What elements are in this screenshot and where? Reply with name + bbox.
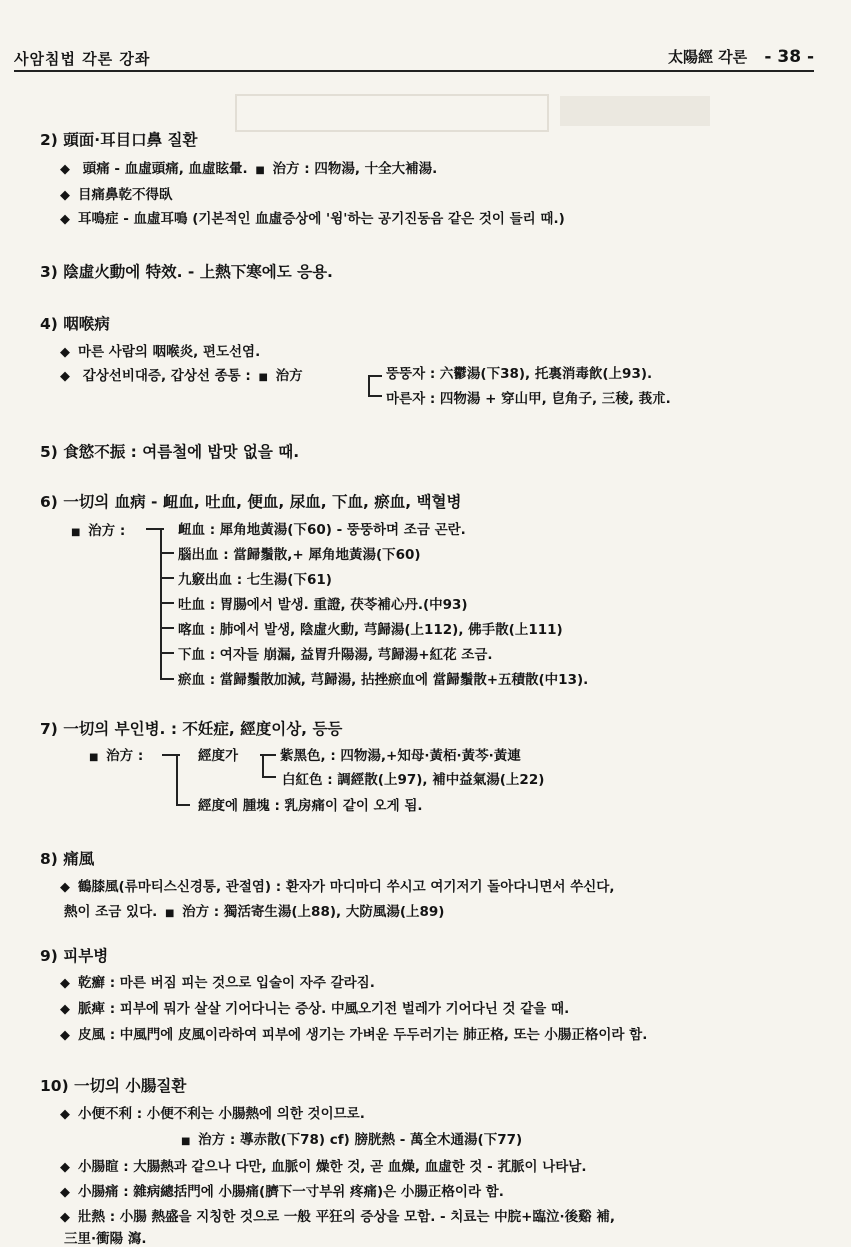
treatment-row: 下血 : 여자들 崩漏, 益胃升陽湯, 芎歸湯+紅花 조금. [178, 647, 493, 663]
bleed-through-box [560, 96, 710, 126]
section-7-heading: 7) 一切의 부인병. : 不妊症, 經度이상, 등등 [40, 720, 343, 738]
treatment-label [68, 519, 125, 539]
list-item: ◆ 乾癬 : 마른 버짐 피는 것으로 입술이 자주 갈라짐. [60, 971, 375, 991]
item-text: 治方 : 導赤散(下78) cf) 膀胱熱 - 萬全木通湯(下77) [198, 1132, 523, 1148]
treatment-row: 衄血 : 犀角地黃湯(下60) - 뚱뚱하며 조금 곤란. [178, 522, 466, 538]
bracket-tick [176, 804, 190, 806]
bracket-tick [160, 577, 174, 579]
bleed-through-box [235, 94, 549, 132]
list-item: ◆ 目痛鼻乾不得臥 [60, 183, 173, 203]
section-2-heading: 2) 頭面·耳目口鼻 질환 [40, 131, 198, 149]
item-text: 갑상선비대증, 갑상선 종통 : [82, 368, 251, 384]
square-bullet-icon: ■ [258, 372, 268, 383]
list-item: ◆ 鶴膝風(류마티스신경통, 관절염) : 환자가 마디마디 쑤시고 여기저기 돌아다니면서 쑤신다, [60, 875, 614, 895]
list-item: ◆ 脈痺 : 피부에 뭐가 살살 기어다니는 증상. 中風오기전 벌레가 기어다닌 것 같을 때. [60, 997, 569, 1017]
treatment-row: 腦出血 : 當歸鬚散,+ 犀角地黃湯(下60) [178, 547, 421, 563]
section-9-heading: 9) 피부병 [40, 947, 109, 965]
list-item: ◆ 耳鳴症 - 血虛耳鳴 (기본적인 血虛증상에 '윙'하는 공기진동음 같은 것이 들리 때.) [60, 207, 565, 227]
treatment-label-text: 治方 : [88, 523, 126, 539]
section-8-heading: 8) 痛風 [40, 850, 95, 868]
square-bullet-icon: ■ [71, 527, 81, 538]
list-item [60, 364, 303, 384]
list-item: ◆ 小腸痛 : 雜病總括門에 小腸痛(臍下一寸부위 疼痛)은 小腸正格이라 함. [60, 1180, 504, 1200]
sub-branch-item: 白紅色 : 調經散(上97), 補中益氣湯(上22) [282, 772, 545, 788]
list-item [60, 157, 437, 177]
section-5-heading: 5) 食慾不振 : 여름철에 밥맛 없을 때. [40, 443, 300, 461]
bracket-tick [368, 395, 382, 397]
section-3-heading: 3) 陰虛火動에 特效. - 上熱下寒에도 응용. [40, 263, 333, 281]
bracket-line [176, 754, 178, 804]
section-6-heading: 6) 一切의 血病 - 衄血, 吐血, 便血, 尿血, 下血, 瘀血, 백혈병 [40, 493, 462, 511]
list-item: ◆ 壯熱 : 小腸 熱盛을 지칭한 것으로 一般 平狂의 증상을 모함. - 치료는 中脘+臨泣·後谿 補, [60, 1205, 615, 1225]
square-bullet-icon: ■ [181, 1136, 191, 1147]
square-bullet-icon: ■ [89, 752, 99, 763]
treatment-row: 瘀血 : 當歸鬚散加減, 芎歸湯, 拈挫瘀血에 當歸鬚散+五積散(中13). [178, 672, 589, 688]
item-text: 治方 : 四物湯, 十全大補湯. [272, 161, 438, 177]
page-number: - 38 - [764, 47, 814, 67]
header-course-title: 사암침법 각론 강좌 [14, 50, 151, 68]
bracket-connector [368, 375, 382, 377]
treatment-label [86, 744, 143, 764]
square-bullet-icon: ■ [164, 908, 175, 919]
page-header [14, 40, 814, 74]
treatment-row: 喀血 : 肺에서 발생, 陰虛火動, 芎歸湯(上112), 佛手散(上111) [178, 622, 563, 638]
treatment-row: 吐血 : 胃腸에서 발생. 重證, 茯苓補心丹.(中93) [178, 597, 468, 613]
square-bullet-icon: ■ [255, 165, 265, 176]
item-label: 治方 [275, 368, 303, 384]
bracket-tick [160, 652, 174, 654]
list-item-continuation: 三里·衝陽 瀉. [64, 1231, 147, 1247]
bracket-tick [160, 552, 174, 554]
treatment-line [178, 1128, 522, 1148]
sub-branch-item: 紫黑色, : 四物湯,+知母·黃栢·黃芩·黃連 [280, 748, 521, 764]
section-10-heading: 10) 一切의 小腸질환 [40, 1077, 187, 1095]
bracket-tick [160, 602, 174, 604]
treatment-label-text: 治方 : [106, 748, 144, 764]
item-text: 治方 : 獨活寄生湯(上88), 大防風湯(上89) [182, 904, 445, 920]
header-section [668, 46, 814, 67]
list-item: ◆ 小便不利 : 小便不利는 小腸熱에 의한 것이므로. [60, 1102, 365, 1122]
branch-label: 經度가 [198, 748, 239, 764]
header-section-title: 太陽經 각론 [667, 48, 748, 66]
bracket-line [368, 375, 370, 395]
bracket-line [262, 754, 264, 776]
section-4-heading: 4) 咽喉病 [40, 315, 110, 333]
list-item: ◆ 마른 사람의 咽喉炎, 편도선염. [60, 340, 260, 360]
item-text: 頭痛 - 血虛頭痛, 血虛眩暈. [82, 161, 248, 177]
list-item: ◆ 小腸睻 : 大腸熱과 같으나 다만, 血脈이 燥한 것, 곧 血燥, 血虛한 것 - 芤脈이 나타남. [60, 1155, 586, 1175]
bracket-line [160, 528, 162, 680]
list-item-continuation [64, 900, 444, 920]
bracket-tick [160, 678, 174, 680]
branch-item: 뚱뚱자 : 六鬱湯(下38), 托裏消毒飮(上93). [386, 366, 653, 382]
bracket-tick [160, 627, 174, 629]
header-rule [14, 70, 814, 72]
bracket-tick [262, 776, 276, 778]
item-text: 熱이 조금 있다. [64, 904, 158, 920]
branch-label: 經度에 腫塊 : 乳房痛이 같이 오게 됨. [198, 798, 423, 814]
treatment-row: 九竅出血 : 七生湯(下61) [178, 572, 332, 588]
list-item: ◆ 皮風 : 中風門에 皮風이라하여 피부에 생기는 가벼운 두두러기는 肺正格, 또는 小腸正格이라 함. [60, 1023, 647, 1043]
branch-item: 마른자 : 四物湯 + 穿山甲, 皀角子, 三稜, 莪朮. [386, 391, 671, 407]
